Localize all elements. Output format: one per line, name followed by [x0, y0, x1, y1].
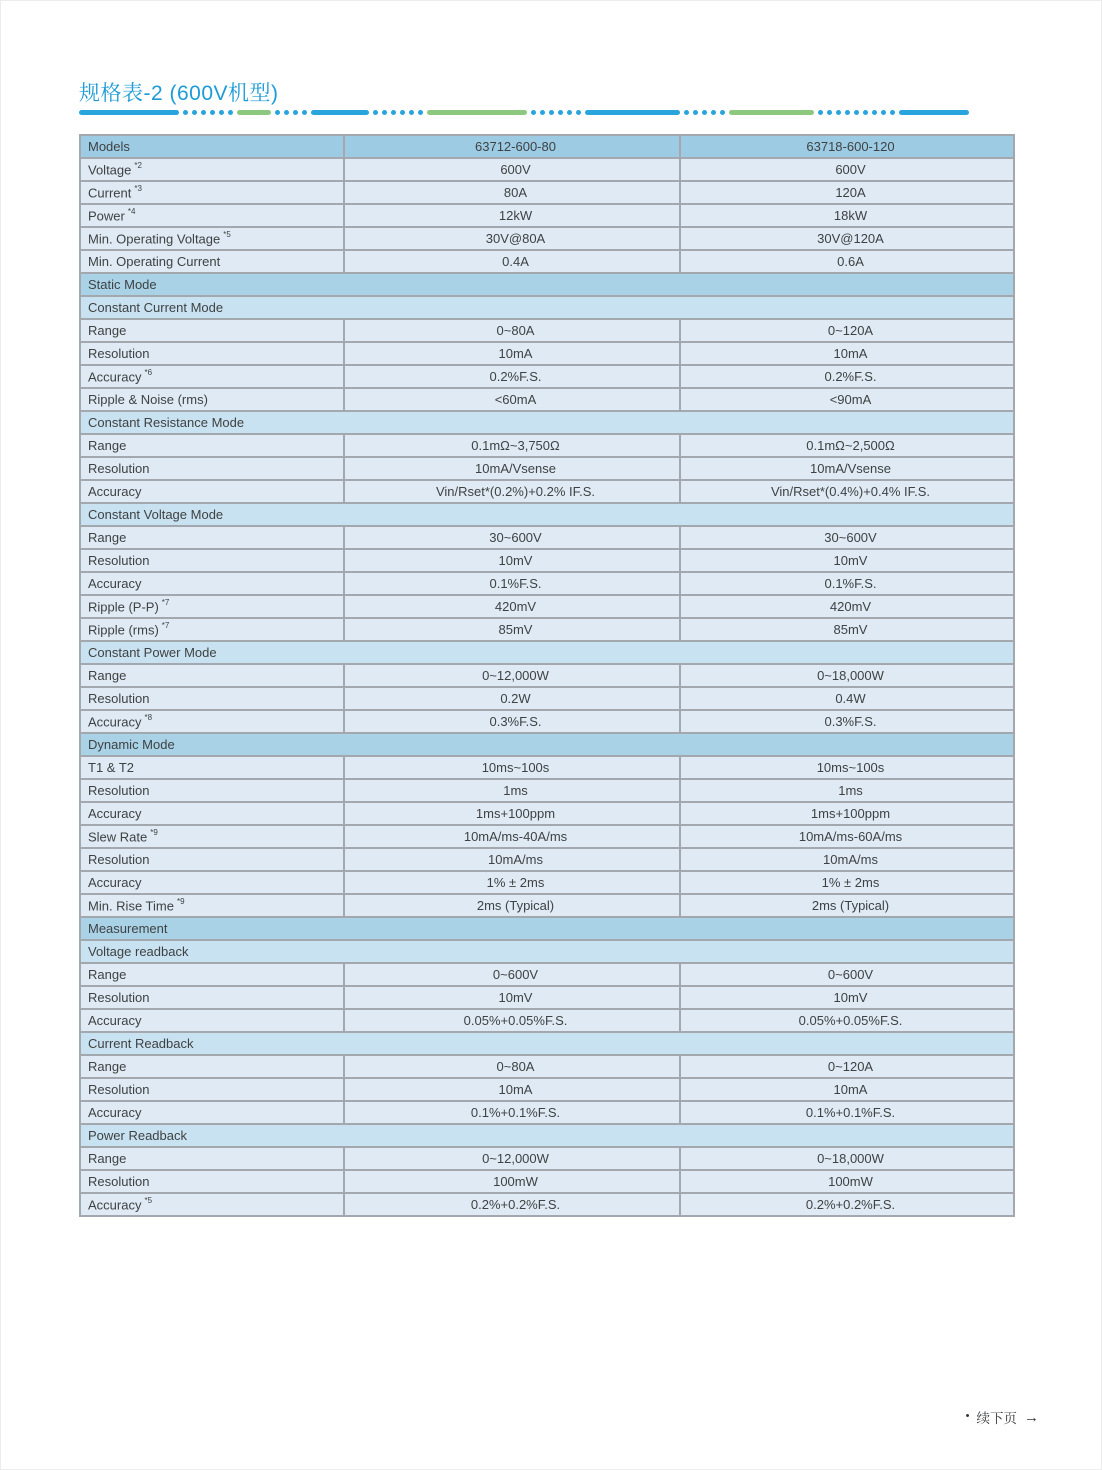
spec-table-body	[80, 135, 1014, 1216]
section-title: Static Mode	[80, 273, 1014, 296]
spec-value-model2: 420mV	[680, 595, 1014, 618]
spec-row	[80, 158, 1014, 181]
spec-row	[80, 572, 1014, 595]
spec-row	[80, 342, 1014, 365]
spec-label: Voltage $^{*2}$	[80, 158, 344, 181]
spec-value-model2: 120A	[680, 181, 1014, 204]
spec-value-model1: 0.2%F.S.	[344, 365, 680, 388]
footnote-marker: *8	[144, 712, 153, 722]
spec-row	[80, 664, 1014, 687]
spec-value-model2: 10mA/Vsense	[680, 457, 1014, 480]
spec-label: Min. Operating Current	[80, 250, 344, 273]
spec-row	[80, 526, 1014, 549]
spec-label: Min. Rise Time $^{*9}$	[80, 894, 344, 917]
subsection-row	[80, 641, 1014, 664]
spec-value-model1: 10mA/Vsense	[344, 457, 680, 480]
spec-label: Accuracy	[80, 1009, 344, 1032]
spec-label: Ripple (P-P) $^{*7}$	[80, 595, 344, 618]
spec-table	[79, 134, 1015, 1217]
spec-row	[80, 963, 1014, 986]
spec-row	[80, 871, 1014, 894]
spec-value-model1: 63712-600-80	[344, 135, 680, 158]
spec-row	[80, 181, 1014, 204]
spec-value-model1: 0~80A	[344, 1055, 680, 1078]
spec-value-model2: 600V	[680, 158, 1014, 181]
spec-value-model1: 0.1mΩ~3,750Ω	[344, 434, 680, 457]
spec-label: Resolution	[80, 457, 344, 480]
spec-value-model2: 30V@120A	[680, 227, 1014, 250]
subsection-row	[80, 1124, 1014, 1147]
spec-value-model2: 0.05%+0.05%F.S.	[680, 1009, 1014, 1032]
spec-label: Accuracy $^{*6}$	[80, 365, 344, 388]
bullet-icon: •	[965, 1410, 970, 1422]
spec-value-model1: 10ms~100s	[344, 756, 680, 779]
spec-row	[80, 365, 1014, 388]
subsection-row	[80, 411, 1014, 434]
subsection-row	[80, 1032, 1014, 1055]
spec-value-model1: 30~600V	[344, 526, 680, 549]
spec-value-model2: 85mV	[680, 618, 1014, 641]
spec-value-model1: 1% ± 2ms	[344, 871, 680, 894]
footnote-marker: *2	[134, 160, 142, 170]
footnote-marker: *5	[223, 229, 231, 239]
spec-label: Resolution	[80, 986, 344, 1009]
section-title: Power Readback	[80, 1124, 1014, 1147]
subsection-row	[80, 503, 1014, 526]
spec-row	[80, 595, 1014, 618]
footnote-marker: *3	[134, 183, 142, 193]
spec-row	[80, 1101, 1014, 1124]
spec-value-model1: 10mA	[344, 342, 680, 365]
spec-row	[80, 687, 1014, 710]
spec-value-model2: 0.1%F.S.	[680, 572, 1014, 595]
spec-value-model2: 0~120A	[680, 319, 1014, 342]
spec-row	[80, 986, 1014, 1009]
section-row	[80, 273, 1014, 296]
spec-value-model2: 0~120A	[680, 1055, 1014, 1078]
spec-value-model1: 0.05%+0.05%F.S.	[344, 1009, 680, 1032]
spec-label: Accuracy	[80, 871, 344, 894]
subsection-row	[80, 940, 1014, 963]
spec-value-model1: 30V@80A	[344, 227, 680, 250]
footnote-marker: *7	[161, 597, 170, 607]
section-row	[80, 917, 1014, 940]
spec-label: Models	[80, 135, 344, 158]
footnote-marker: *5	[144, 1195, 153, 1205]
spec-row	[80, 1055, 1014, 1078]
spec-row	[80, 480, 1014, 503]
spec-value-model2: 1ms+100ppm	[680, 802, 1014, 825]
spec-label: Accuracy	[80, 802, 344, 825]
spec-value-model2: 0~18,000W	[680, 1147, 1014, 1170]
spec-value-model2: 100mW	[680, 1170, 1014, 1193]
spec-value-model1: 0.1%+0.1%F.S.	[344, 1101, 680, 1124]
spec-value-model1: 12kW	[344, 204, 680, 227]
spec-label: Accuracy	[80, 480, 344, 503]
spec-row	[80, 1170, 1014, 1193]
spec-label: Accuracy $^{*5}$	[80, 1193, 344, 1216]
spec-value-model2: 0~600V	[680, 963, 1014, 986]
spec-row	[80, 802, 1014, 825]
section-title: Current Readback	[80, 1032, 1014, 1055]
spec-value-model2: 10mV	[680, 549, 1014, 572]
footnote-marker: *9	[150, 827, 158, 837]
spec-label: Accuracy	[80, 1101, 344, 1124]
spec-value-model1: 10mV	[344, 986, 680, 1009]
spec-label: Range	[80, 1147, 344, 1170]
spec-value-model2: 0.1mΩ~2,500Ω	[680, 434, 1014, 457]
spec-row	[80, 250, 1014, 273]
spec-row	[80, 1193, 1014, 1216]
spec-row	[80, 894, 1014, 917]
spec-value-model2: 10mV	[680, 986, 1014, 1009]
right-arrow-icon: →	[1024, 1408, 1039, 1426]
spec-row	[80, 549, 1014, 572]
spec-value-model2: 30~600V	[680, 526, 1014, 549]
spec-value-model2: 0~18,000W	[680, 664, 1014, 687]
footnote-marker: *7	[161, 620, 170, 630]
spec-row	[80, 779, 1014, 802]
spec-label: Resolution	[80, 779, 344, 802]
spec-value-model1: 0~80A	[344, 319, 680, 342]
spec-value-model2: 0.2%+0.2%F.S.	[680, 1193, 1014, 1216]
spec-value-model2: 0.1%+0.1%F.S.	[680, 1101, 1014, 1124]
page-footer	[966, 1407, 1039, 1427]
spec-row	[80, 227, 1014, 250]
section-title: Dynamic Mode	[80, 733, 1014, 756]
spec-value-model1: 0.2W	[344, 687, 680, 710]
section-title: Measurement	[80, 917, 1014, 940]
spec-row	[80, 756, 1014, 779]
spec-row	[80, 457, 1014, 480]
spec-value-model1: 0~600V	[344, 963, 680, 986]
section-title: Constant Power Mode	[80, 641, 1014, 664]
spec-label: Resolution	[80, 1170, 344, 1193]
spec-value-model2: 1% ± 2ms	[680, 871, 1014, 894]
spec-value-model2: 1ms	[680, 779, 1014, 802]
spec-value-model2: 10mA	[680, 1078, 1014, 1101]
page-title: 规格表-2 (600V机型)	[79, 82, 279, 105]
spec-label: Ripple & Noise (rms)	[80, 388, 344, 411]
spec-value-model1: 2ms (Typical)	[344, 894, 680, 917]
section-title: Constant Voltage Mode	[80, 503, 1014, 526]
spec-label: Range	[80, 526, 344, 549]
spec-label: Resolution	[80, 549, 344, 572]
section-row	[80, 733, 1014, 756]
spec-value-model2: 10ms~100s	[680, 756, 1014, 779]
spec-label: Current $^{*3}$	[80, 181, 344, 204]
spec-row	[80, 388, 1014, 411]
section-title: Constant Resistance Mode	[80, 411, 1014, 434]
spec-value-model1: 600V	[344, 158, 680, 181]
spec-label: Slew Rate $^{*9}$	[80, 825, 344, 848]
spec-label: Resolution	[80, 848, 344, 871]
spec-value-model2: 0.2%F.S.	[680, 365, 1014, 388]
section-title: Voltage readback	[80, 940, 1014, 963]
spec-row	[80, 1009, 1014, 1032]
spec-label: Accuracy	[80, 572, 344, 595]
footnote-marker: *9	[176, 896, 185, 906]
spec-row	[80, 204, 1014, 227]
spec-row	[80, 434, 1014, 457]
spec-value-model2: 2ms (Typical)	[680, 894, 1014, 917]
footer-text: 续下页	[976, 1411, 1017, 1426]
spec-value-model2: <90mA	[680, 388, 1014, 411]
spec-label: Min. Operating Voltage $^{*5}$	[80, 227, 344, 250]
spec-value-model1: 420mV	[344, 595, 680, 618]
spec-value-model2: 63718-600-120	[680, 135, 1014, 158]
spec-value-model1: 10mA/ms-40A/ms	[344, 825, 680, 848]
spec-value-model1: 0.4A	[344, 250, 680, 273]
spec-value-model1: 0.2%+0.2%F.S.	[344, 1193, 680, 1216]
spec-row	[80, 1147, 1014, 1170]
title-divider-decoration	[79, 109, 1013, 115]
spec-label: Range	[80, 963, 344, 986]
subsection-row	[80, 296, 1014, 319]
spec-value-model1: 1ms	[344, 779, 680, 802]
spec-row	[80, 618, 1014, 641]
header-row	[80, 135, 1014, 158]
spec-value-model2: 10mA	[680, 342, 1014, 365]
spec-label: Range	[80, 664, 344, 687]
spec-value-model2: 10mA/ms	[680, 848, 1014, 871]
spec-value-model2: 18kW	[680, 204, 1014, 227]
spec-row	[80, 825, 1014, 848]
spec-value-model2: Vin/Rset*(0.4%)+0.4% IF.S.	[680, 480, 1014, 503]
spec-label: Resolution	[80, 342, 344, 365]
spec-value-model1: 10mA	[344, 1078, 680, 1101]
spec-label: T1 & T2	[80, 756, 344, 779]
spec-value-model1: 80A	[344, 181, 680, 204]
spec-value-model1: 85mV	[344, 618, 680, 641]
spec-row	[80, 710, 1014, 733]
spec-label: Ripple (rms) $^{*7}$	[80, 618, 344, 641]
section-title: Constant Current Mode	[80, 296, 1014, 319]
spec-label: Accuracy $^{*8}$	[80, 710, 344, 733]
spec-value-model2: 0.6A	[680, 250, 1014, 273]
footnote-marker: *6	[144, 367, 153, 377]
spec-value-model1: 0.3%F.S.	[344, 710, 680, 733]
spec-row	[80, 848, 1014, 871]
spec-value-model1: 0.1%F.S.	[344, 572, 680, 595]
spec-value-model1: 10mV	[344, 549, 680, 572]
spec-label: Range	[80, 319, 344, 342]
spec-label: Range	[80, 434, 344, 457]
spec-value-model1: <60mA	[344, 388, 680, 411]
spec-label: Range	[80, 1055, 344, 1078]
spec-value-model1: 0~12,000W	[344, 1147, 680, 1170]
spec-row	[80, 319, 1014, 342]
spec-value-model1: 1ms+100ppm	[344, 802, 680, 825]
spec-label: Power $^{*4}$	[80, 204, 344, 227]
spec-value-model1: 10mA/ms	[344, 848, 680, 871]
spec-row	[80, 1078, 1014, 1101]
footnote-marker: *4	[127, 206, 136, 216]
spec-value-model2: 10mA/ms-60A/ms	[680, 825, 1014, 848]
spec-label: Resolution	[80, 687, 344, 710]
spec-value-model1: Vin/Rset*(0.2%)+0.2% IF.S.	[344, 480, 680, 503]
spec-label: Resolution	[80, 1078, 344, 1101]
spec-value-model1: 100mW	[344, 1170, 680, 1193]
spec-value-model2: 0.3%F.S.	[680, 710, 1014, 733]
spec-value-model2: 0.4W	[680, 687, 1014, 710]
spec-value-model1: 0~12,000W	[344, 664, 680, 687]
